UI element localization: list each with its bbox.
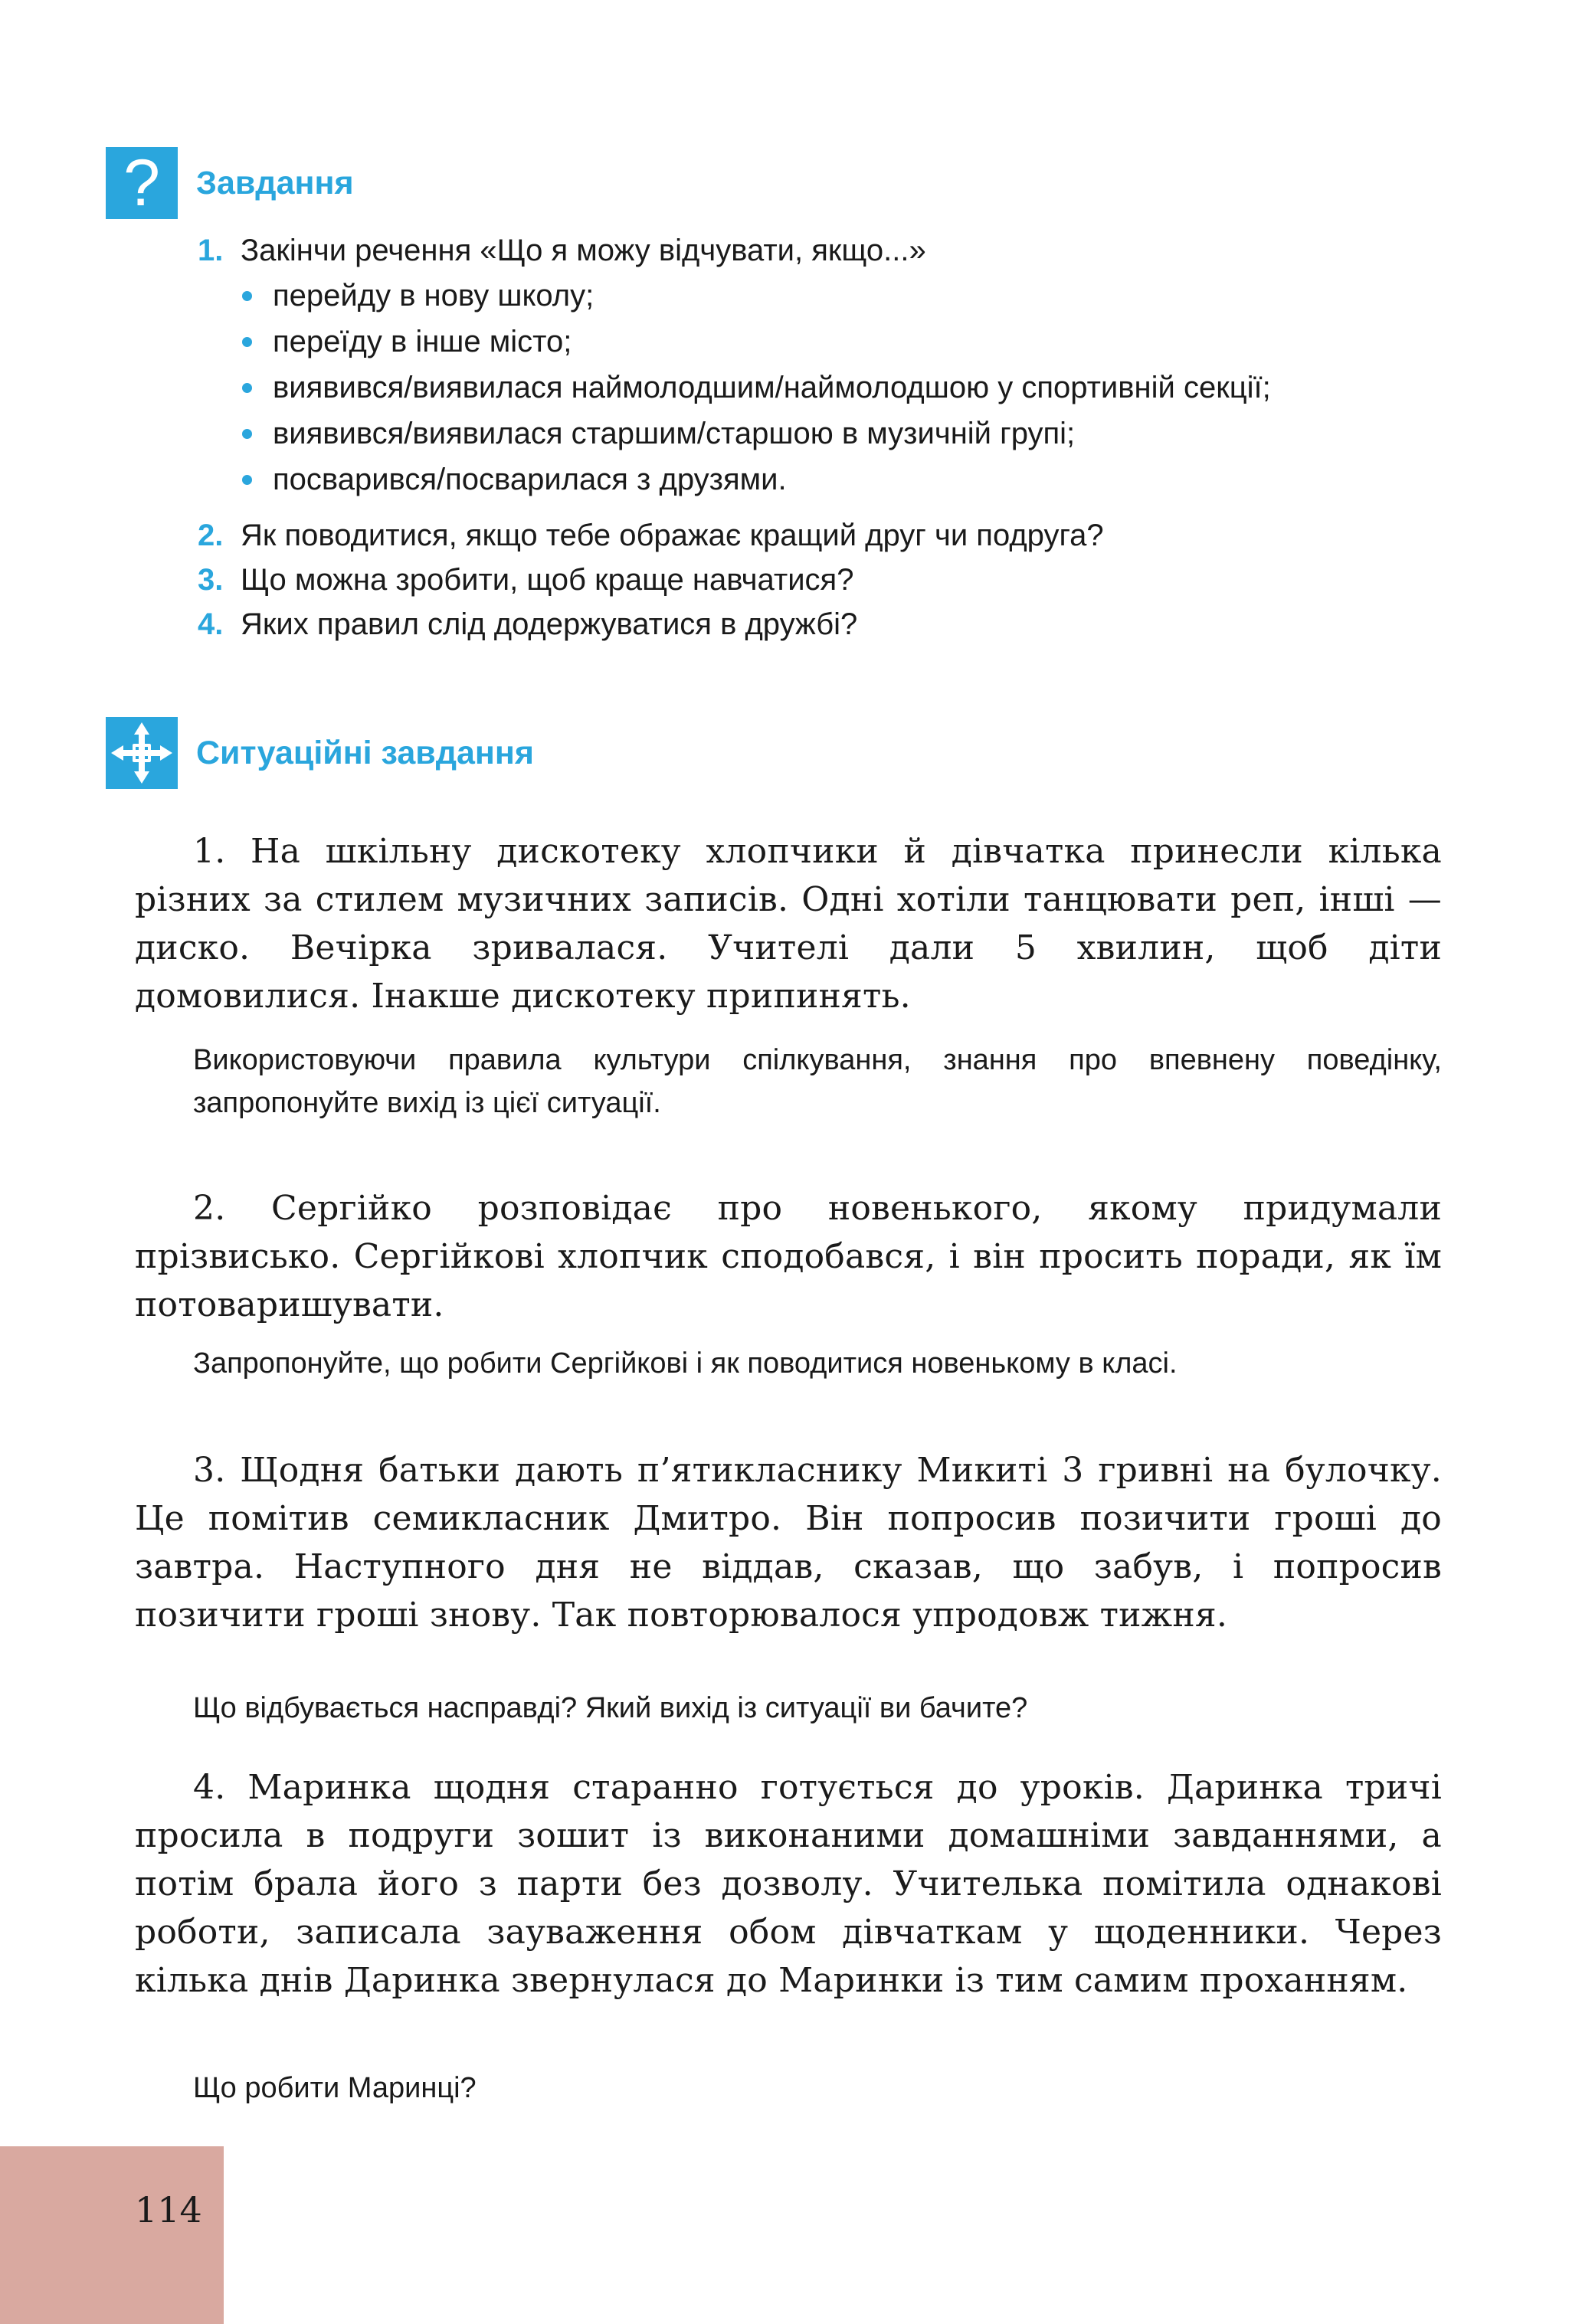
task-text: Закінчи речення «Що я можу відчувати, якщо...»	[241, 234, 926, 267]
task-number: 3.	[198, 563, 224, 597]
situational-title: Ситуаційні завдання	[196, 734, 534, 771]
bullet-item	[241, 457, 1500, 502]
bullet-item	[241, 365, 1500, 411]
question-icon: ?	[106, 147, 178, 219]
bullet-dot	[242, 383, 252, 393]
task-text: Що можна зробити, щоб краще навчатися?	[241, 563, 854, 597]
bullet-list	[241, 273, 1500, 502]
page-number-tab	[0, 2146, 224, 2324]
bullet-item	[241, 273, 1500, 319]
bullet-dot	[242, 429, 252, 439]
task-item	[198, 558, 1500, 602]
bullet-item	[241, 319, 1500, 365]
page-number: 114	[135, 2189, 202, 2231]
case-3-text: 3. Щодня батьки дають п’ятикласнику Микиті 3 гривні на булочку. Це помітив семикласник Дмитро. Він попросив позичити гроші до завтра. Наступного дня не віддав, сказав, що забув, і попросив позичити гроші знову. Так повторювалося упродовж тижня.	[135, 1451, 1442, 1635]
bullet-item	[241, 411, 1500, 457]
bullet-dot	[242, 475, 252, 485]
task-text: Яких правил слід додержуватися в дружбі?	[241, 607, 858, 641]
tasks-list	[198, 228, 1500, 646]
bullet-text: посварився/посварилася з друзями.	[273, 463, 787, 496]
bullet-text: перейду в нову школу;	[273, 279, 595, 313]
bullet-dot	[242, 291, 252, 301]
bullet-text: виявився/виявилася старшим/старшою в музичній групі;	[273, 417, 1076, 450]
task-item	[198, 228, 1500, 273]
arrows-cross-icon	[106, 717, 178, 789]
bullet-text: переїду в інше місто;	[273, 325, 572, 358]
case-3-prompt: Що відбувається насправді? Який вихід із ситуації ви бачите?	[193, 1692, 1028, 1724]
situational-header	[106, 717, 534, 789]
case-2-text: 2. Сергійко розповідає про новенького, якому придумали прізвисько. Сергійкові хлопчик сподобався, і він просить поради, як їм потоваришувати.	[135, 1189, 1442, 1324]
bullet-dot	[242, 337, 252, 347]
case-1-prompt: Використовуючи правила культури спілкування, знання про впевнену поведінку, запропонуйте вихід із цієї ситуації.	[193, 1044, 1442, 1119]
case-4-text: 4. Маринка щодня старанно готується до уроків. Даринка тричі просила в подруги зошит із виконаними домашніми завданнями, а потім брала його з парти без дозволу. Учителька помітила однакові роботи, записала зауваження обом дівчаткам у щоденники. Через кілька днів Даринка звернулася до Маринки із тим самим проханням.	[135, 1768, 1442, 2000]
task-item	[198, 602, 1500, 646]
task-item	[198, 513, 1500, 558]
case-4-prompt: Що робити Маринці?	[193, 2072, 477, 2104]
bullet-text: виявився/виявилася наймолодшим/наймолодшою у спортивній секції;	[273, 371, 1271, 404]
task-number: 1.	[198, 234, 224, 267]
tasks-title: Завдання	[196, 164, 354, 201]
case-2-prompt: Запропонуйте, що робити Сергійкові і як поводитися новенькому в класі.	[193, 1347, 1178, 1380]
task-number: 2.	[198, 519, 224, 552]
tasks-header	[106, 147, 354, 219]
case-1-text: 1. На шкільну дискотеку хлопчики й дівчатка принесли кілька різних за стилем музичних записів. Одні хотіли танцювати реп, інші — диско. Вечірка зривалася. Учителі дали 5 хвилин, щоб діти домовилися. Інакше дискотеку припинять.	[135, 832, 1442, 1016]
task-number: 4.	[198, 607, 224, 641]
task-text: Як поводитися, якщо тебе ображає кращий друг чи подруга?	[241, 519, 1104, 552]
